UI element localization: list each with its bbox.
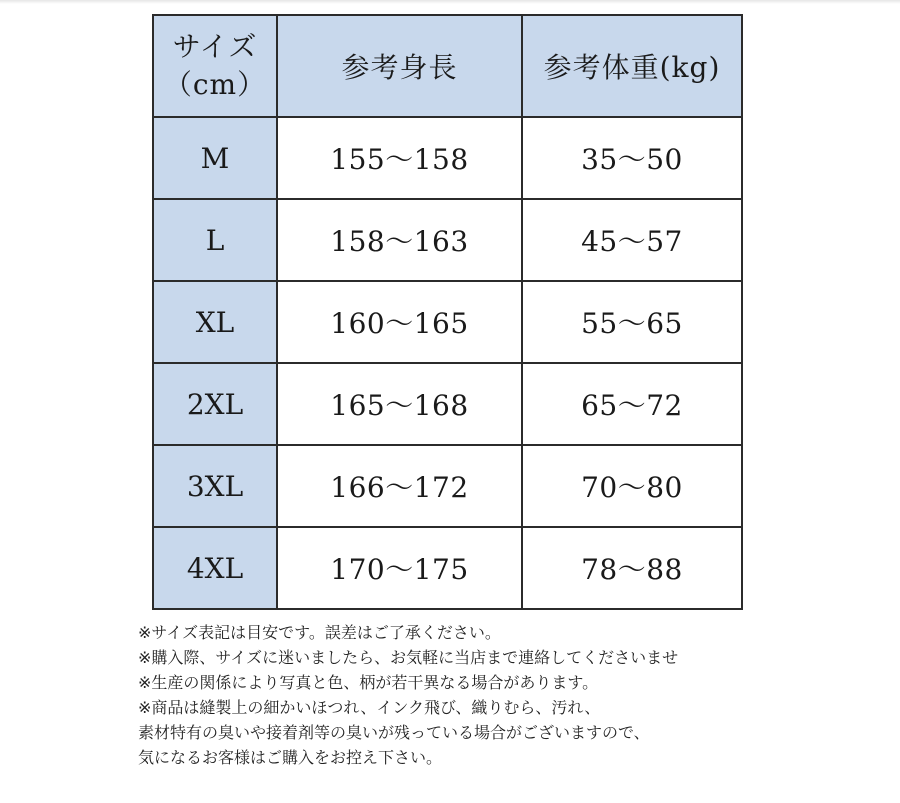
table-row [153, 117, 742, 199]
height-cell: 160～165 [277, 281, 522, 363]
size-cell: M [153, 117, 277, 199]
note-line: ※サイズ表記は目安です。誤差はご了承ください。 [138, 623, 501, 642]
size-cell: 3XL [153, 445, 277, 527]
weight-column-header: 参考体重(kg) [522, 15, 742, 117]
weight-cell: 55～65 [522, 281, 742, 363]
size-header-unit: （cm） [163, 68, 267, 101]
weight-cell: 65～72 [522, 363, 742, 445]
table-row [153, 281, 742, 363]
weight-cell: 45～57 [522, 199, 742, 281]
top-divider [0, 0, 900, 4]
size-chart-table [152, 14, 743, 610]
note-line: 気になるお客様はご購入をお控え下さい。 [138, 748, 443, 767]
height-column-header: 参考身長 [277, 15, 522, 117]
size-cell: XL [153, 281, 277, 363]
weight-cell: 78～88 [522, 527, 742, 609]
table-row [153, 199, 742, 281]
note-line: 素材特有の臭いや接着剤等の臭いが残っている場合がございますので、 [138, 723, 650, 742]
size-cell: 4XL [153, 527, 277, 609]
size-header-label: サイズ [172, 30, 258, 63]
note-line: ※購入際、サイズに迷いましたら、お気軽に当店まで連絡してくださいませ [138, 648, 679, 667]
weight-cell: 70～80 [522, 445, 742, 527]
height-cell: 155～158 [277, 117, 522, 199]
table-row [153, 527, 742, 609]
weight-cell: 35～50 [522, 117, 742, 199]
table-header-row [153, 15, 742, 117]
note-line: ※商品は縫製上の細かいほつれ、インク飛び、織りむら、汚れ、 [138, 698, 601, 717]
size-column-header [153, 15, 277, 117]
notes-block [138, 620, 838, 770]
height-cell: 166～172 [277, 445, 522, 527]
height-cell: 170～175 [277, 527, 522, 609]
table-row [153, 363, 742, 445]
table-row [153, 445, 742, 527]
size-cell: 2XL [153, 363, 277, 445]
height-cell: 165～168 [277, 363, 522, 445]
height-cell: 158～163 [277, 199, 522, 281]
note-line: ※生産の関係により写真と色、柄が若干異なる場合があります。 [138, 673, 599, 692]
size-cell: L [153, 199, 277, 281]
